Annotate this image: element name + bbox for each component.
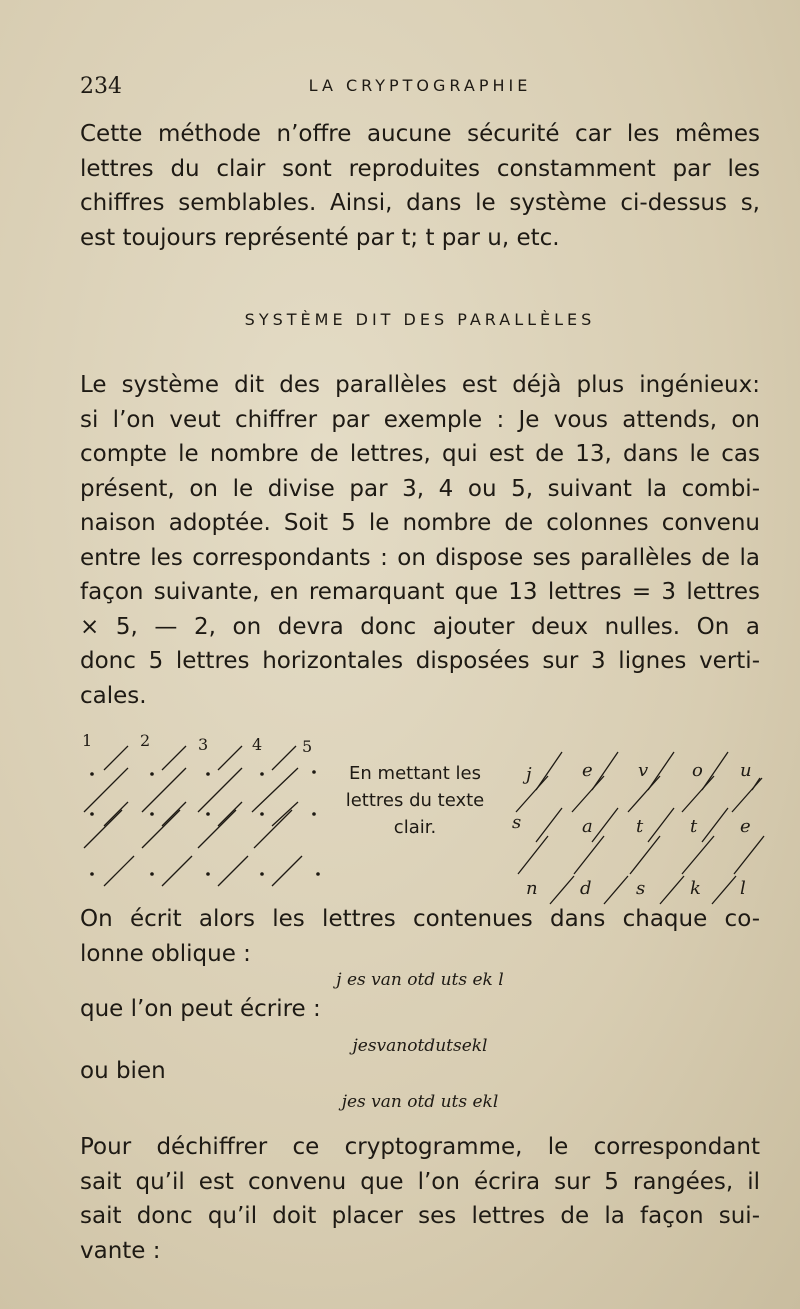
page-header: [80, 74, 760, 110]
text-line: sait donc qu’il doit placer ses lettres de la façon sui-: [80, 1203, 760, 1229]
grid-letter: s: [512, 812, 522, 833]
after-diagram-paragraph: [80, 902, 760, 971]
left-diagonal-lines: [84, 746, 302, 886]
grid-letter: d: [580, 878, 592, 899]
text-line: est toujours représenté par t; t par u, etc.: [80, 224, 560, 251]
text-line: si l’on veut chiffrer par exemple : Je vous attends, on: [80, 406, 760, 433]
cipher-grouped: j es van otd uts ek l: [336, 970, 504, 990]
grid-letter: a: [582, 816, 593, 837]
grid-letter: j: [526, 764, 532, 785]
column-number: 3: [198, 735, 209, 754]
text-line: Cette méthode n’offre aucune sécurité car les mêmes: [80, 121, 760, 147]
body-paragraph: [80, 368, 760, 713]
text-line: présent, on le divise par 3, 4 ou 5, suivant la combi-: [80, 475, 760, 502]
label-ou-bien: ou bien: [80, 1058, 166, 1084]
column-number: 1: [82, 731, 93, 750]
text-line: lettres du clair sont reproduites constamment par les: [80, 155, 760, 182]
text-line: lonne oblique :: [80, 940, 251, 967]
text-line: On écrit alors les lettres contenues dans chaque co-: [80, 906, 760, 932]
text-line: donc 5 lettres horizontales disposées sur 3 lignes verti-: [80, 648, 760, 674]
grid-letter: v: [638, 760, 649, 781]
closing-paragraph: [80, 1130, 760, 1268]
text-line: façon suivante, en remarquant que 13 lettres = 3 lettres: [80, 579, 760, 605]
text-line: naison adoptée. Soit 5 le nombre de colonnes convenu: [80, 510, 760, 536]
grid-letter: u: [740, 760, 752, 781]
grid-letter: s: [636, 878, 646, 899]
left-dots: [90, 770, 320, 876]
intro-paragraph: [80, 117, 760, 255]
grid-letter: e: [740, 816, 751, 837]
label-que-l-on-peut-ecrire: que l’on peut écrire :: [80, 996, 321, 1022]
column-number: 5: [302, 737, 313, 756]
grid-letter: e: [582, 760, 593, 781]
cipher-continuous: jesvanotdutsekl: [352, 1036, 488, 1056]
grid-letter: t: [636, 816, 644, 837]
cipher-regrouped: jes van otd uts ekl: [341, 1092, 499, 1112]
column-number: 2: [140, 731, 151, 750]
caption-line: En mettant les: [349, 763, 481, 784]
caption-line: clair.: [393, 817, 437, 838]
text-line: Pour déchiffrer ce cryptogramme, le correspondant: [80, 1134, 760, 1160]
text-line: vante :: [80, 1237, 161, 1264]
grid-letter: t: [690, 816, 698, 837]
text-line: × 5, — 2, on devra donc ajouter deux nulles. On a: [80, 613, 760, 640]
grid-letter: k: [690, 878, 701, 899]
text-line: Le système dit des parallèles est déjà plus ingénieux:: [80, 372, 760, 398]
grid-letter: l: [740, 878, 746, 899]
text-line: compte le nombre de lettres, qui est de 13, dans le cas: [80, 441, 760, 467]
grid-letter: n: [526, 878, 538, 899]
text-line: chiffres semblables. Ainsi, dans le système ci-dessus s,: [80, 190, 760, 216]
diagram-caption: [330, 760, 500, 841]
page-number: 234: [80, 74, 122, 99]
running-title: LA CRYPTOGRAPHIE: [308, 76, 532, 95]
column-number: 4: [252, 735, 263, 754]
text-line: cales.: [80, 682, 147, 709]
caption-line: lettres du texte: [345, 790, 485, 811]
section-heading: SYSTÈME DIT DES PARALLÈLES: [244, 310, 596, 329]
text-line: entre les correspondants : on dispose ses parallèles de la: [80, 544, 760, 571]
text-line: sait qu’il est convenu que l’on écrira sur 5 rangées, il: [80, 1168, 760, 1195]
grid-letter: o: [692, 760, 703, 781]
